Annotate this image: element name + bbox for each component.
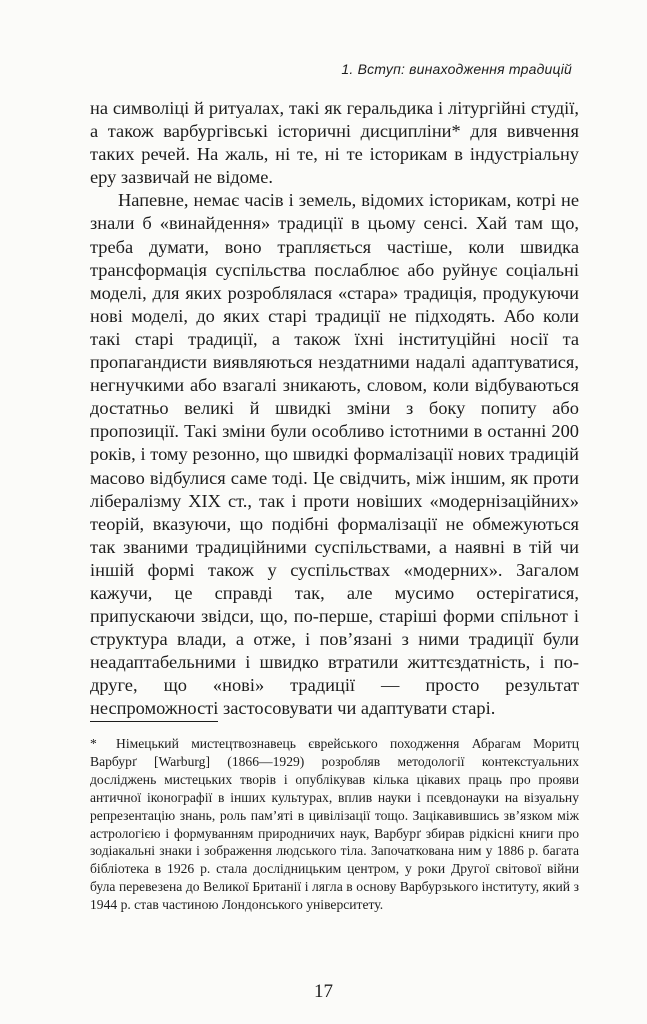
- running-head: 1. Вступ: винаходження традицій: [341, 61, 572, 77]
- page-number: 17: [314, 981, 333, 1002]
- paragraph-continued: на символіці й ритуалах, такі як геральдика і літургійні студії, а також варбургівські історичні дисципліни* для вивчення таких речей. На жаль, ні те, ні те історикам в індустріальну еру зазвичай не відоме.: [90, 98, 579, 188]
- footnote-marker: *: [90, 736, 97, 751]
- paragraph: Напевне, немає часів і земель, відомих історикам, котрі не знали б «винайдення» традиції в цьому сенсі. Хай там що, треба думати, воно трапляється частіше, коли швидка трансформація суспільства послаблює або руйнує соціальні моделі, для яких розроблялася «стара» традиція, продукуючи нові моделі, до яких старі традиції не підходять. Або коли такі старі традиції, а також їхні інституційні носії та пропагандисти виявляються нездатними надалі адаптуватися, негнучкими або взагалі зникають, словом, коли відбуваються достатньо великі й швидкі зміни з боку попиту або пропозиції. Такі зміни були особливо істотними в останні 200 років, і тому резонно, що швидкі формалізації нових традицій масово відбулися саме тоді. Це свідчить, між іншим, як проти лібералізму XIX ст., так і проти новіших «модернізаційних» теорій, вказуючи, що подібні формалізації не обмежуються так званими традиційними суспільствами, а наявні в тій чи іншій формі також у суспільствах «модерних». Загалом кажучи, це справді так, але мусимо остерігатися, припускаючи звідси, що, по-перше, старіші форми спільнот і структура влади, а отже, і пов’язані з ними традиції були неадаптабельними і швидко втратили життєздатність, і по-друге, що «нові» традиції — просто результат неспроможності застосовувати чи адаптувати старі.: [90, 190, 579, 719]
- footnote-text: Німецький мистецтвознавець єврейського походження Абрагам Моритц Варбурґ [Warburg] (1866—1929) розробляв методології контекстуальних досліджень мистецьких творів і опублікував кілька цікавих праць про прояви античної іконографії в інших культурах, вплив науки і псевдонауки на візуальну репрезентацію знань, роль пам’яті в цивілізації тощо. Зацікавившись зв’язком між астрологією і формуванням природничих наук, Варбурґ збирав рідкісні книги про зодіакальні знаки і зображення людського тіла. Започаткована ним у 1886 р. багата бібліотека в 1926 р. стала дослідницьким центром, у роки Другої світової війни була перевезена до Великої Британії і лягла в основу Варбурзького інституту, який з 1944 р. став частиною Лондонського університету.: [90, 736, 579, 913]
- main-text: [90, 97, 579, 721]
- footnote-divider: [90, 721, 218, 722]
- footnote: [90, 735, 579, 914]
